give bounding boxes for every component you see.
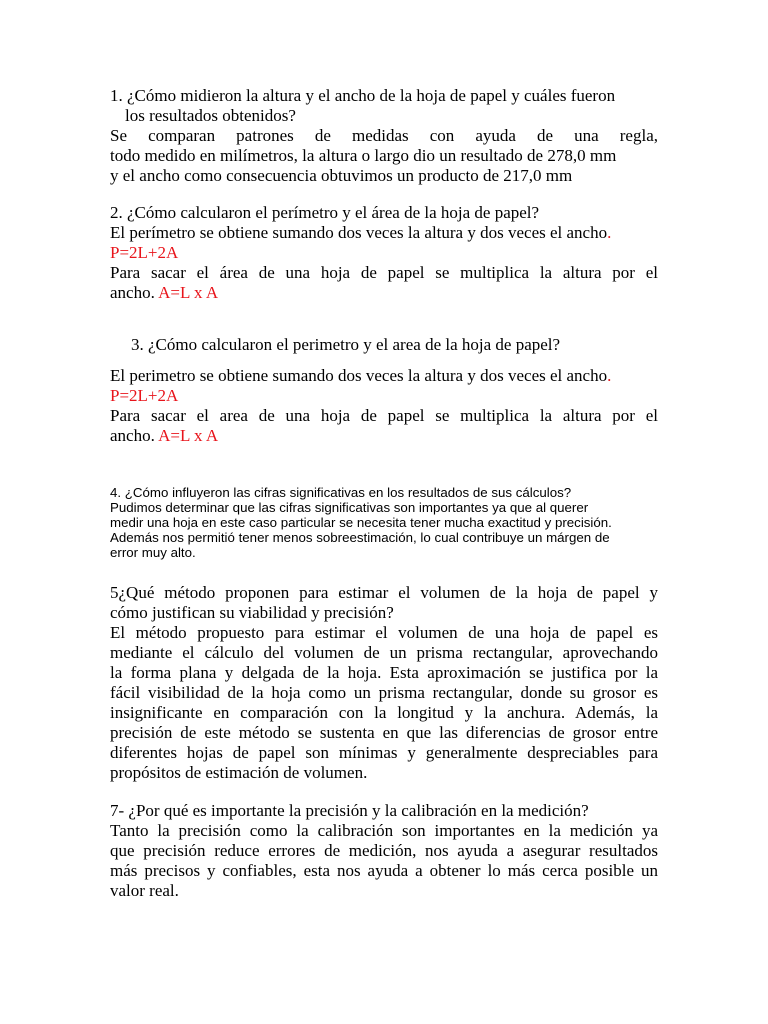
q2-area-line1: Para sacar el área de una hoja de papel se multiplica la altura por el [110, 263, 658, 282]
q3-area-word: ancho. [110, 426, 155, 445]
q3-answer [110, 366, 658, 446]
q1-section [110, 86, 658, 186]
q7-question: 7- ¿Por qué es importante la precisión y la calibración en la medición? [110, 801, 589, 820]
q7-answer-line: que precisión reduce errores de medición, nos ayuda a asegurar resultados [110, 841, 658, 860]
q5-answer-line: diferentes hojas de papel son mínimas y generalmente despreciables para [110, 743, 658, 762]
q3-section [110, 335, 658, 355]
q7-answer-line: valor real. [110, 881, 179, 900]
q5-answer-line: precisión de este método se sustenta en que las diferencias de grosor entre [110, 723, 658, 742]
q3-perimeter-formula: P=2L+2A [110, 386, 179, 405]
q4-question: 4. ¿Cómo influyeron las cifras significativas en los resultados de sus cálculos? [110, 485, 572, 500]
q5-question-line1: 5¿Qué método proponen para estimar el volumen de la hoja de papel y [110, 583, 658, 602]
q1-answer-line1: Se comparan patrones de medidas con ayuda de una regla, [110, 126, 658, 145]
q3-perimeter-text [110, 366, 658, 386]
q2-perimeter-formula: P=2L+2A [110, 243, 179, 262]
q4-answer-line4: error muy alto. [110, 545, 196, 560]
q2-section [110, 203, 658, 303]
q3-question: 3. ¿Cómo calcularon el perimetro y el area de la hoja de papel? [131, 335, 561, 354]
q1-question-line1: 1. ¿Cómo midieron la altura y el ancho de la hoja de papel y cuáles fueron [110, 86, 616, 105]
q2-area-word: ancho. [110, 283, 155, 302]
q5-answer-line: propósitos de estimación de volumen. [110, 763, 368, 782]
q1-answer-line2: todo medido en milímetros, la altura o largo dio un resultado de 278,0 mm [110, 146, 617, 165]
q4-answer-line3: Además nos permitió tener menos sobreestimación, lo cual contribuye un márgen de [110, 530, 610, 545]
q7-answer-line: más precisos y confiables, esta nos ayuda a obtener lo más cerca posible un [110, 861, 658, 880]
q1-question-line2: los resultados obtenidos? [125, 106, 296, 125]
q5-answer-line: El método propuesto para estimar el volumen de una hoja de papel es [110, 623, 658, 642]
q5-section [110, 583, 658, 783]
q4-answer-line1: Pudimos determinar que las cifras significativas son importantes ya que al querer [110, 500, 589, 515]
q1-answer-line3: y el ancho como consecuencia obtuvimos un producto de 217,0 mm [110, 166, 573, 185]
q3-area-line2 [110, 426, 658, 446]
q4-answer-line2: medir una hoja en este caso particular se necesita tener mucha exactitud y precisión. [110, 515, 612, 530]
q2-perimeter-text [110, 223, 658, 243]
q4-section [110, 485, 658, 560]
q2-perimeter-dot: . [607, 223, 612, 242]
q5-answer-line: mediante el cálculo del volumen de un prisma rectangular, aprovechando [110, 643, 658, 662]
q3-area-line1: Para sacar el area de una hoja de papel se multiplica la altura por el [110, 406, 658, 425]
q2-area-formula: A=L x A [158, 283, 219, 302]
q3-perimeter-sentence: El perimetro se obtiene sumando dos veces la altura y dos veces el ancho [110, 366, 608, 385]
q2-area-line2 [110, 283, 658, 303]
q7-answer-line: Tanto la precisión como la calibración son importantes en la medición ya [110, 821, 658, 840]
q5-answer-line: la forma plana y delgada de la hoja. Esta aproximación se justifica por la [110, 663, 658, 682]
q5-question-line2: cómo justifican su viabilidad y precisión? [110, 603, 394, 622]
q7-section [110, 801, 658, 901]
q5-answer-line: insignificante en comparación con la longitud y la anchura. Además, la [110, 703, 658, 722]
q3-area-formula: A=L x A [158, 426, 219, 445]
q2-question: 2. ¿Cómo calcularon el perímetro y el área de la hoja de papel? [110, 203, 540, 222]
q5-answer-line: fácil visibilidad de la hoja como un prisma rectangular, donde su grosor es [110, 683, 658, 702]
q2-perimeter-sentence: El perímetro se obtiene sumando dos veces la altura y dos veces el ancho [110, 223, 608, 242]
q3-perimeter-dot: . [607, 366, 612, 385]
